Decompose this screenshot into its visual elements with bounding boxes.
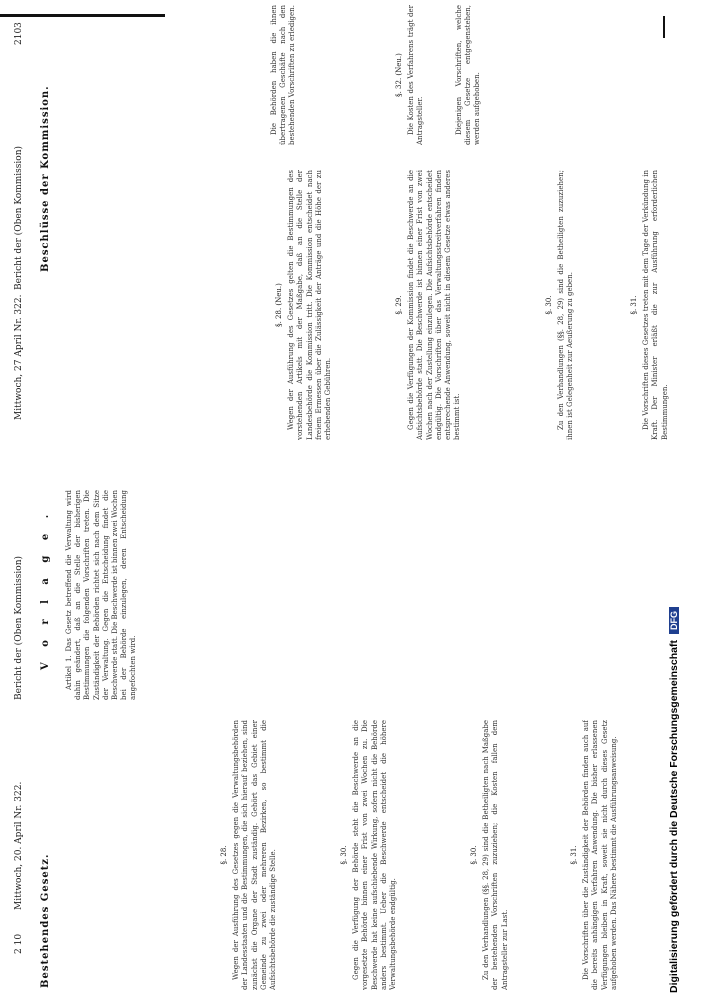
running-header-right: Mittwoch, 27 April Nr. 322. — [14, 294, 24, 420]
paragraph-text: Die Vorschriften über die Zuständigkeit der Behörden finden auch auf die bereits anhängigen Verfahren Anwendung. Die bisher erlassenen Verfügungen bleiben in Kraft, soweit sie nicht durch dieses Gesetz aufgehoben werden. Das Nähere bestimmt die Ausführungsanweisung. — [582, 720, 618, 990]
paragraph-heading: §. 30. — [470, 845, 478, 865]
section-title-commission: Beschlüsse der Kommission. — [40, 85, 51, 272]
paragraph-text: Die Vorschriften dieses Gesetzes treten mit dem Tage der Verkündung in Kraft. Der Minister erläßt die zur Ausführung erforderlichen Bestimmungen. — [642, 170, 669, 440]
paragraph-heading: §. 29. — [395, 295, 403, 315]
text-block-d2 — [390, 5, 450, 145]
text-block-c4 — [625, 170, 705, 440]
text-block-c2 — [390, 170, 530, 440]
paragraph-text: Die Kosten des Verfahrens trägt der Antragsteller. — [407, 5, 425, 145]
page-number-left: 2 10 — [14, 933, 24, 954]
text-block-a3 — [465, 720, 555, 990]
text-block-d3 — [455, 5, 550, 145]
running-header-right-2: Bericht der (Oben Kommission) — [14, 145, 24, 290]
paragraph-heading: §. 32. (Neu.) — [395, 53, 403, 97]
paragraph-heading: §. 31. — [570, 845, 578, 865]
page-number-right: 2103 — [14, 22, 24, 45]
paragraph-text: Wegen der Ausführung des Gesetzes gelten die Bestimmungen des vorstehenden Artikels mit der Maßgabe, daß an die Stelle der Landesbehörde die Kommission tritt. Die Kommission entscheidet nach freiem Ermessen über die Zulässigkeit der Anträge und die Höhe der zu erhebenden Gebühren. — [287, 170, 333, 440]
dfg-logo: DFG — [669, 607, 679, 634]
text-block-a1 — [215, 720, 325, 990]
text-block-a2 — [335, 720, 455, 990]
paragraph-text: Gegen die Verfügung der Behörde steht die Beschwerde an die vorgesetzte Behörde binnen einer Frist von zwei Wochen zu. Die Beschwerde hat keine aufschiebende Wirkung, sofern nicht die Behörde anders bestimmt. Ueber die Beschwerde entscheidet die höhere Verwaltungsbehörde endgültig. — [352, 720, 398, 990]
paragraph-text: Zu den Verhandlungen (§§. 28, 29) sind die Betheiligten nach Maßgabe der bestehenden Vorschriften zuzuziehen; die Kosten fallen dem Antragsteller zur Last. — [482, 720, 509, 990]
watermark-text: Digitalisierung gefördert durch die Deutsche Forschungsgemeinschaft — [668, 640, 680, 993]
running-header-mid: Bericht der (Oben Kommission) — [14, 555, 24, 700]
paragraph-text: Gegen die Verfügungen der Kommission findet die Beschwerde an die Aufsichtsbehörde statt. Die Beschwerde ist binnen einer Frist von zwei Wochen nach der Zustellung einzulegen. Die Aufsichtsbehörde entscheidet endgültig. Die Vorschriften über das Verwaltungsstreitverfahren finden entsprechende Anwendung, soweit nicht in diesem Gesetze etwas anderes bestimmt ist. — [407, 170, 462, 440]
paragraph-text: Zu den Verhandlungen (§§. 28, 29) sind die Betheiligten zuzuziehen; ihnen ist Gelegenheit zur Aeußerung zu geben. — [557, 170, 575, 440]
section-title-existing-law: Bestehendes Gesetz. — [40, 853, 51, 988]
paragraph-text: Wegen der Ausführung des Gesetzes gegen die Verwaltungsbehörden der Landesstaaten und die Bestimmungen, die sich hierauf beziehen, sind zunächst die Organe der Stadt zuständig. Gehört das Gebiet einer Gemeinde zu zwei oder mehreren Bezirken, so bestimmt die Aufsichtsbehörde die zuständige Stelle. — [232, 720, 278, 990]
paragraph-text: Artikel 1. Das Gesetz betreffend die Verwaltung wird dahin geändert, daß an die Stelle der bisherigen Bestimmungen die folgenden Vorschriften treten. Die Zuständigkeit der Behörden richtet sich nach dem Sitze der Verwaltung. Gegen die Entscheidung findet die Beschwerde statt. Die Beschwerde ist binnen zwei Wochen bei der Behörde einzulegen, deren Entscheidung angefochten wird. — [65, 490, 138, 700]
section-title-proposal: V o r l a g e . — [40, 508, 51, 670]
running-header-left: Mittwoch, 20. April Nr. 322. — [14, 781, 24, 910]
paragraph-heading: §. 31. — [630, 295, 638, 315]
text-block-c3 — [540, 170, 620, 440]
text-block-d1 — [270, 5, 380, 145]
paragraph-heading: §. 28. (Neu.) — [275, 283, 283, 327]
text-block-b1 — [65, 490, 215, 700]
paragraph-heading: §. 30. — [545, 295, 553, 315]
text-block-c1 — [270, 170, 380, 440]
paragraph-text: Diejenigen Vorschriften, welche diesem Gesetze entgegenstehen, werden aufgehoben. — [455, 5, 482, 145]
dfg-watermark — [668, 0, 680, 993]
paragraph-text: Die Behörden haben die ihnen übertragenen Geschäfte nach den bestehenden Vorschriften zu erledigen. — [270, 5, 297, 145]
paragraph-heading: §. 28. — [220, 845, 228, 865]
paragraph-heading: §. 30. — [340, 845, 348, 865]
